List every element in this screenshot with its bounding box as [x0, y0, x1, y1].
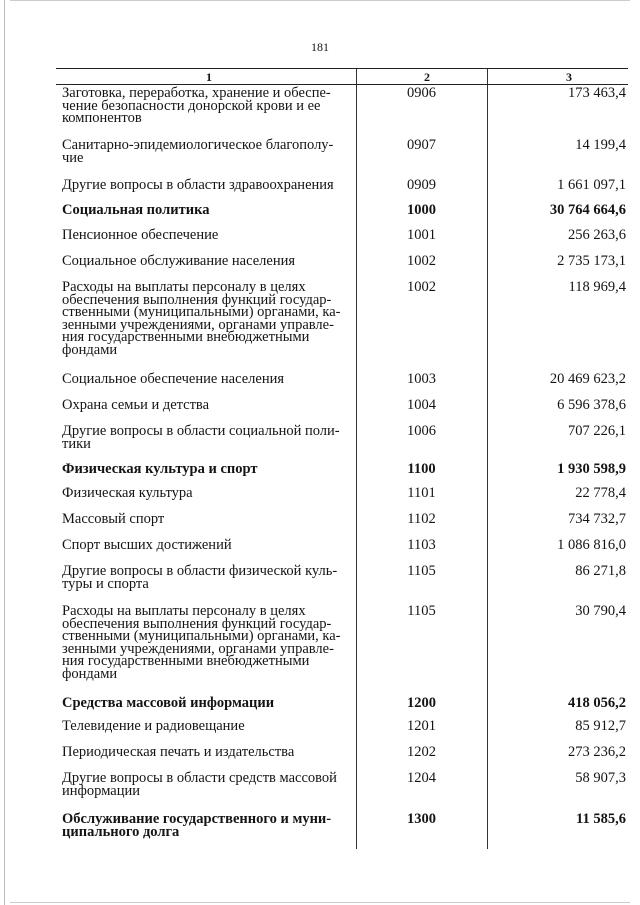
row-name: Другие вопросы в области социальной поли- тики — [62, 423, 340, 452]
page-edge — [0, 0, 5, 905]
row-name: Санитарно-эпидемиологическое благополу- чие — [62, 137, 334, 166]
row-value: 20 469 623,2 — [549, 371, 626, 387]
header-col-3: 3 — [566, 70, 572, 84]
row-name: Социальное обеспечение населения — [62, 371, 285, 387]
row-value: 707 226,1 — [568, 423, 626, 439]
row-code: 1100 — [407, 461, 436, 477]
row-name: Обслуживание государственного и муни- ципального долга — [62, 811, 332, 840]
row-name: Физическая культура — [62, 485, 193, 501]
header-col-1: 1 — [206, 70, 212, 84]
row-code: 1002 — [407, 253, 436, 269]
row-code: 1200 — [407, 695, 436, 711]
row-value: 1 086 816,0 — [557, 537, 626, 553]
row-code: 1105 — [407, 563, 436, 579]
budget-table — [56, 68, 628, 849]
row-value: 2 735 173,1 — [557, 253, 626, 269]
row-value: 1 930 598,9 — [557, 461, 626, 477]
row-name: Другие вопросы в области физической куль- туры и спорта — [62, 563, 338, 592]
row-code: 1201 — [407, 718, 436, 734]
row-name: Средства массовой информации — [62, 695, 275, 711]
row-name: Пенсионное обеспечение — [62, 227, 219, 243]
row-value: 30 764 664,6 — [549, 202, 626, 218]
row-value: 58 907,3 — [575, 770, 626, 786]
row-value: 14 199,4 — [575, 137, 626, 153]
row-name: Другие вопросы в области средств массовой информации — [62, 770, 337, 799]
table-header — [56, 69, 628, 85]
row-value: 418 056,2 — [568, 695, 626, 711]
row-name: Физическая культура и спорт — [62, 461, 258, 477]
scan-top-edge — [10, 0, 630, 1]
row-value: 30 790,4 — [575, 603, 626, 619]
row-code: 1004 — [407, 397, 436, 413]
row-code: 1202 — [407, 744, 436, 760]
row-code: 1300 — [407, 811, 436, 827]
row-code: 1103 — [407, 537, 436, 553]
row-code: 1006 — [407, 423, 436, 439]
row-code: 1002 — [407, 279, 436, 295]
row-code: 1102 — [407, 511, 436, 527]
row-code: 1101 — [407, 485, 436, 501]
row-value: 86 271,8 — [575, 563, 626, 579]
row-name: Социальная политика — [62, 202, 210, 218]
row-value: 6 596 378,6 — [557, 397, 626, 413]
row-name: Расходы на выплаты персоналу в целях обеспечения выполнения функций государ- ственными (муниципальными) органами, ка- зенными учреждениями, органами управле- ния государственными внебюджетными фондами — [62, 603, 341, 682]
row-name: Социальное обслуживание населения — [62, 253, 296, 269]
row-code: 1001 — [407, 227, 436, 243]
row-value: 734 732,7 — [568, 511, 626, 527]
row-code: 1105 — [407, 603, 436, 619]
row-name: Периодическая печать и издательства — [62, 744, 295, 760]
row-name: Спорт высших достижений — [62, 537, 232, 553]
row-name: Другие вопросы в области здравоохранения — [62, 177, 334, 193]
row-value: 256 263,6 — [568, 227, 626, 243]
page-number: 181 — [311, 40, 329, 54]
row-name: Охрана семьи и детства — [62, 397, 210, 413]
row-value: 118 969,4 — [568, 279, 626, 295]
header-col-2: 2 — [424, 70, 430, 84]
row-name: Заготовка, переработка, хранение и обеспе- чение безопасности донорской крови и ее компонентов — [62, 85, 331, 126]
row-value: 22 778,4 — [575, 485, 626, 501]
row-code: 1003 — [407, 371, 436, 387]
row-code: 0906 — [407, 85, 436, 101]
row-value: 85 912,7 — [575, 718, 626, 734]
row-value: 1 661 097,1 — [557, 177, 626, 193]
row-code: 1204 — [407, 770, 436, 786]
row-code: 0907 — [407, 137, 436, 153]
row-code: 1000 — [407, 202, 436, 218]
row-name: Расходы на выплаты персоналу в целях обеспечения выполнения функций государ- ственными (муниципальными) органами, ка- зенными учреждениями, органами управле- ния государственными внебюджетными фондами — [62, 279, 341, 358]
row-code: 0909 — [407, 177, 436, 193]
row-name: Телевидение и радиовещание — [62, 718, 245, 734]
row-name: Массовый спорт — [62, 511, 165, 527]
row-value: 273 236,2 — [568, 744, 626, 760]
row-value: 11 585,6 — [576, 811, 626, 827]
scan-bottom-edge — [10, 902, 630, 903]
row-value: 173 463,4 — [568, 85, 626, 101]
